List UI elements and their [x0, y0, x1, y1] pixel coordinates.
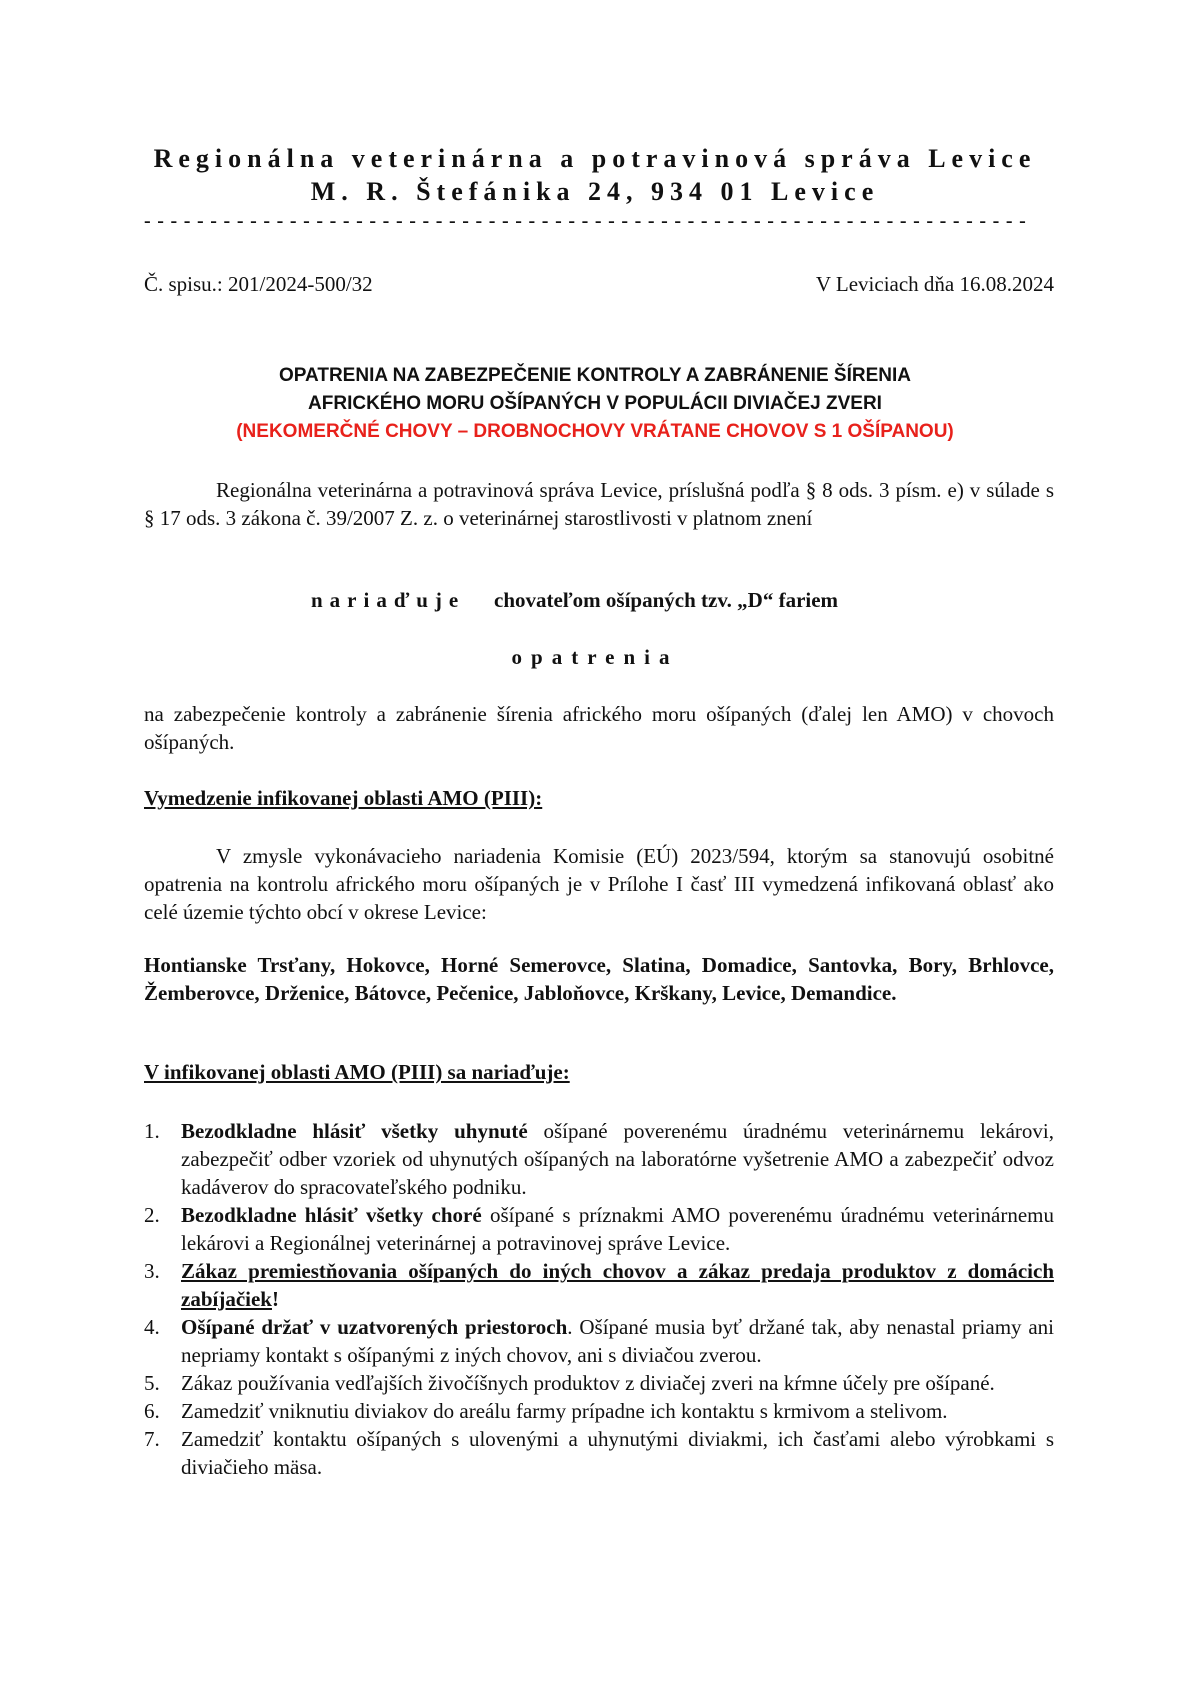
list-item — [144, 1257, 1054, 1313]
authority-address: M. R. Štefánika 24, 934 01 Levice — [310, 177, 880, 206]
municipalities-list: Hontianske Trsťany, Hokovce, Horné Semerovce, Slatina, Domadice, Santovka, Bory, Brhlovce, Žemberovce, Drženice, Bátovce, Pečenice, Jabloňovce, Krškany, Levice, Demandice. — [144, 953, 1054, 1005]
place-date: V Leviciach dňa 16.08.2024 — [815, 272, 1054, 296]
list-number: 2. — [144, 1203, 160, 1227]
purpose-paragraph: na zabezpečenie kontroly a zabránenie šírenia afrického moru ošípaných (ďalej len AMO) v chovoch ošípaných. — [144, 702, 1054, 754]
list-item-bold: Ošípané držať v uzatvorených priestoroch — [181, 1315, 568, 1339]
list-number: 3. — [144, 1259, 160, 1283]
list-item-bold: Zákaz premiestňovania ošípaných do iných chovov a zákaz predaja produktov z domácich zabíjačiek — [181, 1259, 1054, 1311]
list-item — [144, 1397, 1054, 1425]
order-addressees: chovateľom ošípaných tzv. „D“ fariem — [494, 588, 839, 612]
list-item-text: ošípané s príznakmi AMO poverenému úradnému veterinárnemu lekárovi a Regionálnej veterinárnej a potravinovej správe Levice. — [181, 1203, 1054, 1255]
list-item — [144, 1201, 1054, 1257]
title-line-2: AFRICKÉHO MORU OŠÍPANÝCH V POPULÁCII DIVIAČEJ ZVERI — [308, 393, 882, 414]
section-heading-orders: V infikovanej oblasti AMO (PIII) sa nariaďuje: — [144, 1060, 570, 1084]
intro-paragraph: Regionálna veterinárna a potravinová správa Levice, príslušná podľa § 8 ods. 3 písm. e) v súlade s § 17 ods. 3 zákona č. 39/2007 Z. z. o veterinárnej starostlivosti v platnom znení — [144, 478, 1054, 530]
section-heading-infected-area: Vymedzenie infikovanej oblasti AMO (PIII): — [144, 786, 543, 810]
regulation-paragraph: V zmysle vykonávacieho nariadenia Komisie (EÚ) 2023/594, ktorým sa stanovujú osobitné opatrenia na kontrolu afrického moru ošípaných je v Prílohe I časť III vymedzená infikovaná oblasť ako celé územie týchto obcí v okrese Levice: — [144, 844, 1054, 924]
file-number: Č. spisu.: 201/2024-500/32 — [144, 272, 373, 296]
order-verb: nariaďuje — [311, 588, 466, 612]
list-item-text: ošípané poverenému úradnému veterinárnemu lekárovi, zabezpečiť odber vzoriek od uhynutých ošípaných na laboratórne vyšetrenie AMO a zabezpečiť odvoz kadáverov do spracovateľského podniku. — [181, 1119, 1055, 1199]
list-item-text: Zamedziť kontaktu ošípaných s ulovenými a uhynutými diviakmi, ich časťami alebo výrobkami s diviačieho mäsa. — [181, 1427, 1054, 1479]
list-item-text: Zamedziť vniknutiu diviakov do areálu farmy prípadne ich kontaktu s krmivom a stelivom. — [181, 1399, 948, 1423]
list-item — [144, 1425, 1054, 1481]
authority-name: Regionálna veterinárna a potravinová správa Levice — [153, 144, 1037, 173]
list-number: 6. — [144, 1399, 160, 1423]
title-line-1: OPATRENIA NA ZABEZPEČENIE KONTROLY A ZABRÁNENIE ŠÍRENIA — [279, 365, 911, 386]
list-item — [144, 1313, 1054, 1369]
orders-list — [144, 1117, 1054, 1481]
list-number: 5. — [144, 1371, 160, 1395]
measures-heading: opatrenia — [511, 645, 679, 669]
list-item-bold: Bezodkladne hlásiť všetky choré — [181, 1203, 482, 1227]
list-number: 7. — [144, 1427, 160, 1451]
header-separator: ------------------------------------------------------------------- — [144, 210, 1033, 232]
list-item-text: ! — [271, 1287, 279, 1311]
list-item-bold: Bezodkladne hlásiť všetky uhynuté — [181, 1119, 528, 1143]
list-number: 1. — [144, 1119, 160, 1143]
list-number: 4. — [144, 1315, 160, 1339]
list-item-text: Zákaz používania vedľajších živočíšnych produktov z diviačej zveri na kŕmne účely pre ošípané. — [181, 1371, 995, 1395]
list-item-text: . Ošípané musia byť držané tak, aby nenastal priamy ani nepriamy kontakt s ošípanými z iných chovov, ani s diviačou zverou. — [181, 1315, 1055, 1367]
title-line-3-red: (NEKOMERČNÉ CHOVY – DROBNOCHOVY VRÁTANE CHOVOV S 1 OŠÍPANOU) — [236, 421, 954, 442]
list-item — [144, 1117, 1054, 1201]
list-item — [144, 1369, 1054, 1397]
